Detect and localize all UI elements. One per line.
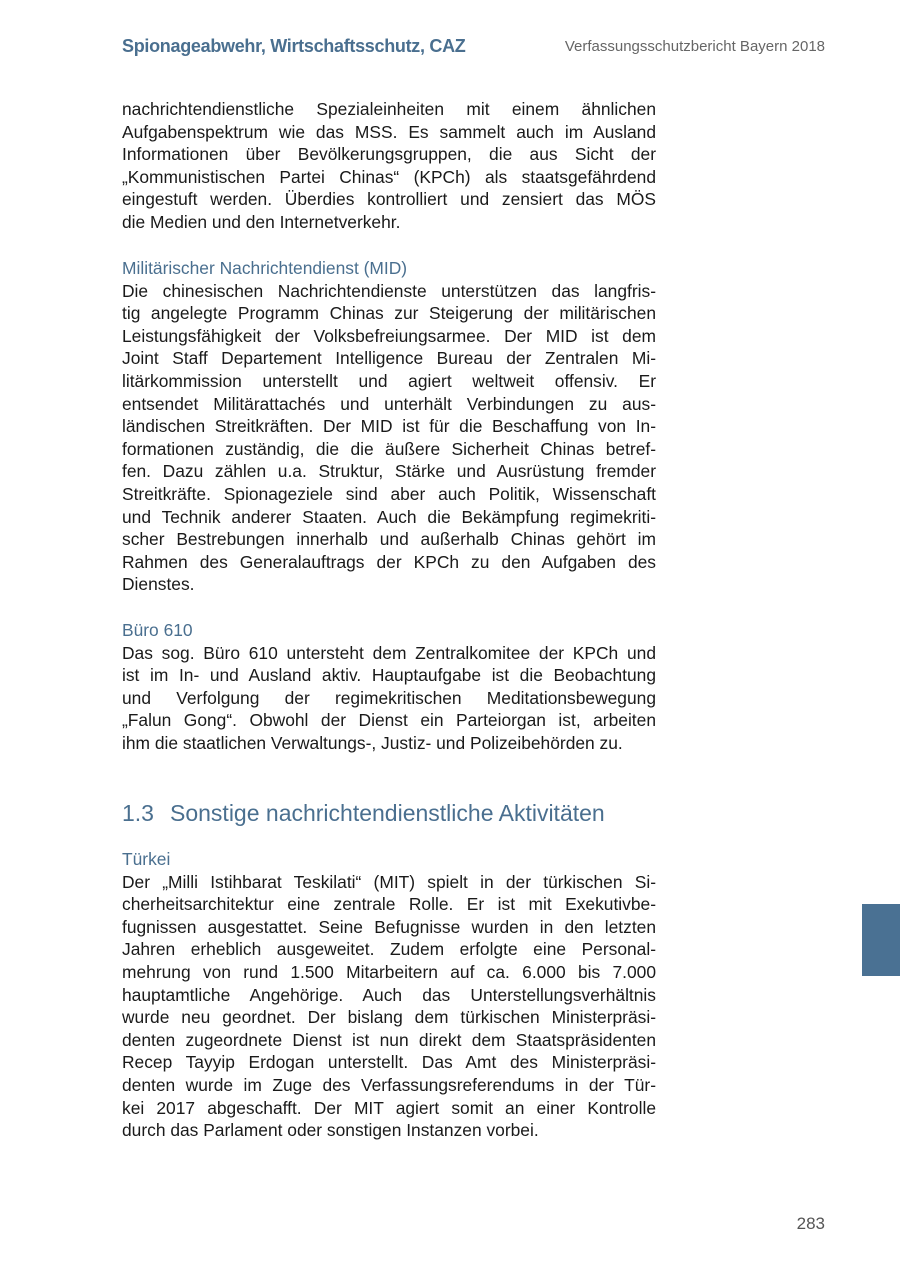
text-line: nachrichtendienstliche Spezialeinheiten mit einem ähnlichen [122, 99, 656, 119]
text-line: Joint Staff Departement Intelligence Bureau der Zentralen Mi- [122, 348, 656, 369]
text-line: scher Bestrebungen innerhalb und außerhalb Chinas gehört im [122, 529, 656, 550]
subheading: Militärischer Nachrichtendienst (MID) [122, 258, 408, 278]
text-line: litärkommission unterstellt und agiert weltweit offensiv. Er [122, 370, 656, 391]
text-line: Streitkräfte. Spionageziele sind aber auch Politik, Wissenschaft [122, 483, 656, 504]
text-line: fugnissen ausgestattet. Seine Befugnisse wurden in den letzten [122, 916, 656, 937]
text-line: „Kommunistischen Partei Chinas“ (KPCh) als staatsgefährdend [122, 166, 656, 187]
section-buero-610 [122, 619, 656, 755]
text-line: entsendet Militärattachés und unterhält Verbindungen zu aus- [122, 393, 656, 414]
chapter-tab-marker [862, 904, 900, 976]
subheading: Büro 610 [122, 620, 193, 640]
text-line: wurde neu geordnet. Der bislang dem türkischen Ministerpräsi- [122, 1007, 656, 1028]
text-line: und Technik anderer Staaten. Auch die Bekämpfung regimekriti- [122, 506, 656, 527]
section-mid [122, 257, 656, 596]
text-line: Informationen über Bevölkerungsgruppen, die aus Sicht der [122, 144, 656, 165]
section-tuerkei [122, 848, 656, 1142]
section-number: 1.3 [122, 800, 154, 826]
text-line: Jahren erheblich ausgeweitet. Zudem erfolgte eine Personal- [122, 939, 656, 960]
text-line: ländischen Streitkräften. Der MID ist für die Beschaffung von In- [122, 416, 656, 437]
text-line: Rahmen des Generalauftrags der KPCh zu den Aufgaben des [122, 551, 656, 572]
text-line: ist im In- und Ausland aktiv. Hauptaufgabe ist die Beobachtung [122, 665, 656, 686]
text-line: eingestuft werden. Überdies kontrolliert und zensiert das MÖS [122, 189, 656, 210]
text-line: Dienstes. [122, 574, 195, 595]
paragraph-mss-continuation [122, 98, 656, 234]
text-line: Die chinesischen Nachrichtendienste unterstützen das langfris- [122, 280, 656, 301]
text-line: Aufgabenspektrum wie das MSS. Es sammelt auch im Ausland [122, 121, 656, 142]
text-line: durch das Parlament oder sonstigen Instanzen vorbei. [122, 1120, 539, 1141]
running-header-publication: Verfassungsschutzbericht Bayern 2018 [564, 38, 825, 55]
text-line: cherheitsarchitektur eine zentrale Rolle. Er ist mit Exekutivbe- [122, 894, 656, 915]
subheading: Türkei [122, 849, 171, 869]
text-line: Leistungsfähigkeit der Volksbefreiungsarmee. Der MID ist dem [122, 325, 656, 346]
text-line: fen. Dazu zählen u.a. Struktur, Stärke und Ausrüstung fremder [122, 461, 656, 482]
text-line: „Falun Gong“. Obwohl der Dienst ein Parteiorgan ist, arbeiten [122, 710, 656, 731]
text-line: tig angelegte Programm Chinas zur Steigerung der militärischen [122, 303, 656, 324]
text-line: mehrung von rund 1.500 Mitarbeitern auf ca. 6.000 bis 7.000 [122, 961, 656, 982]
text-line: die Medien und den Internetverkehr. [122, 211, 401, 232]
page-number: 283 [796, 1214, 825, 1233]
text-line: Das sog. Büro 610 untersteht dem Zentralkomitee der KPCh und [122, 642, 656, 663]
text-line: Der „Milli Istihbarat Teskilati“ (MIT) spielt in der türkischen Si- [122, 871, 656, 892]
text-line: formationen zuständig, die die äußere Sicherheit Chinas betref- [122, 438, 656, 459]
text-line: hauptamtliche Angehörige. Auch das Unterstellungsverhältnis [122, 984, 656, 1005]
running-header-section: Spionageabwehr, Wirtschaftsschutz, CAZ [122, 36, 466, 56]
text-line: denten zugeordnete Dienst ist nun direkt dem Staatspräsidenten [122, 1029, 656, 1050]
text-line: und Verfolgung der regimekritischen Meditationsbewegung [122, 687, 656, 708]
text-line: ihm die staatlichen Verwaltungs-, Justiz- und Polizeibehörden zu. [122, 732, 623, 753]
section-title: Sonstige nachrichtendienstliche Aktivitäten [170, 800, 605, 826]
text-line: Recep Tayyip Erdogan unterstellt. Das Amt des Ministerpräsi- [122, 1052, 656, 1073]
text-line: kei 2017 abgeschafft. Der MIT agiert somit an einer Kontrolle [122, 1097, 656, 1118]
text-line: denten wurde im Zuge des Verfassungsreferendums in der Tür- [122, 1074, 656, 1095]
section-heading [122, 800, 605, 827]
